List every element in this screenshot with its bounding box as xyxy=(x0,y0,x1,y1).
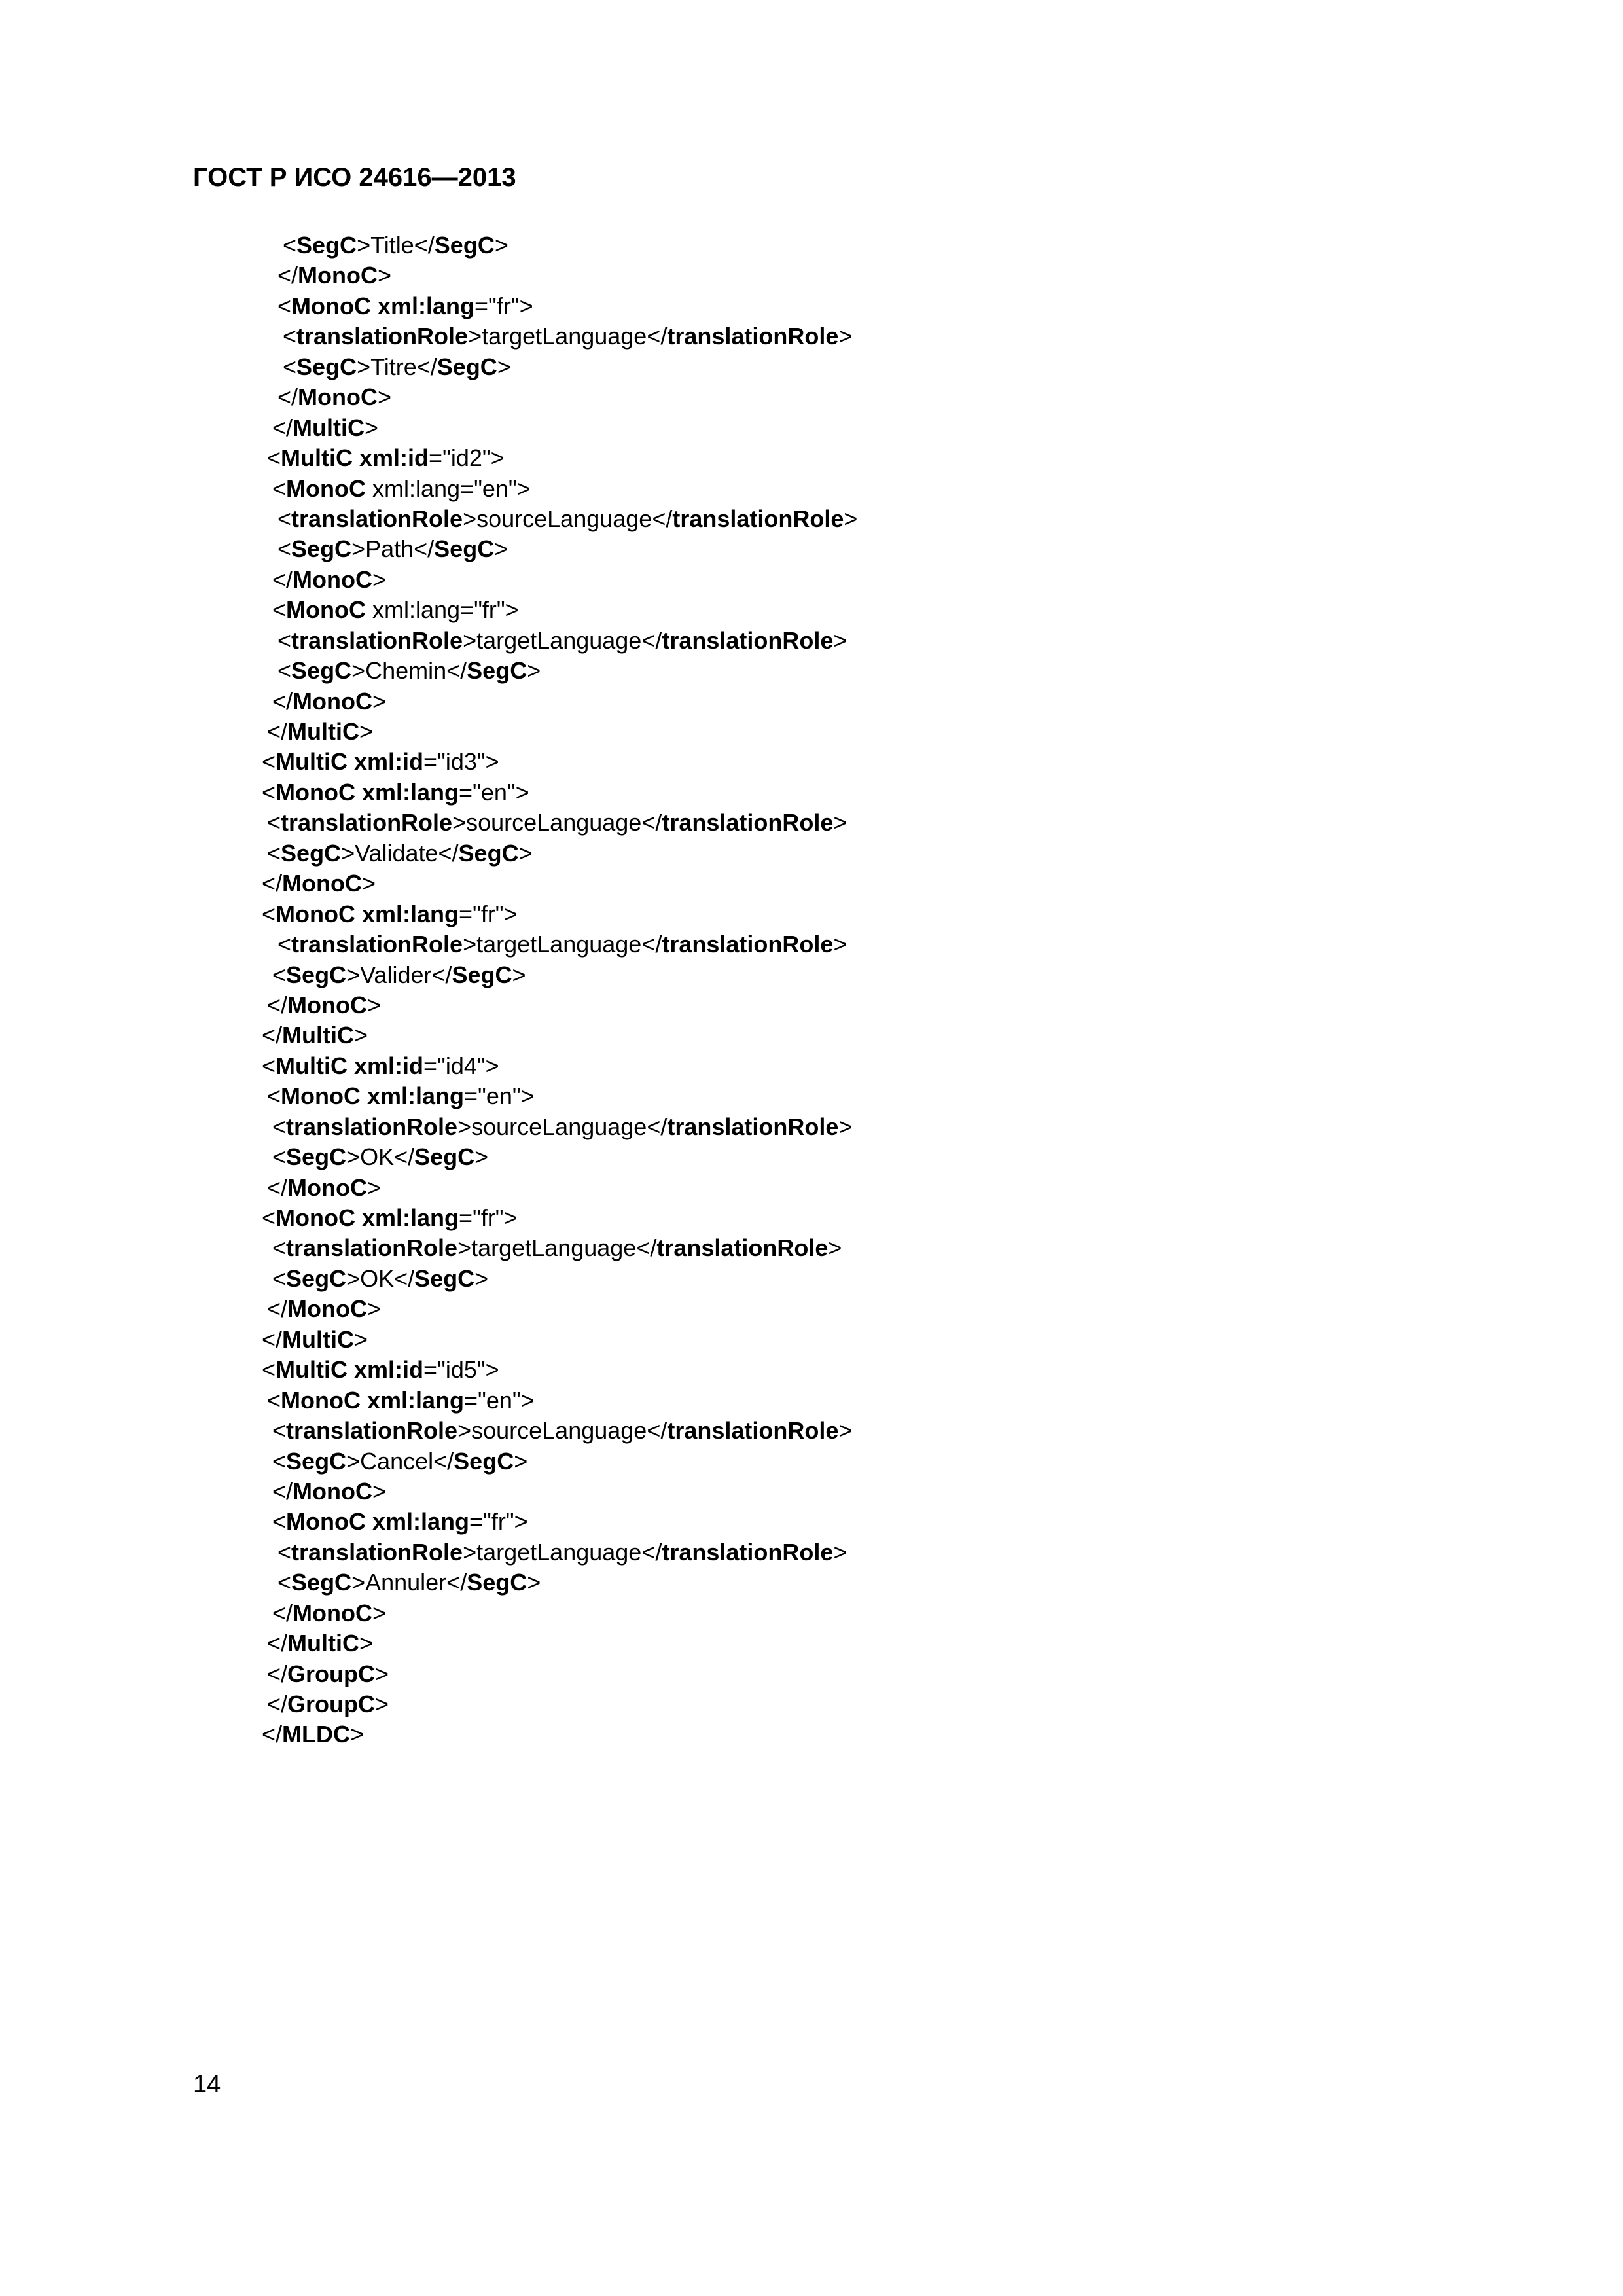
xml-text: < xyxy=(272,1113,287,1140)
xml-text: </ xyxy=(262,1721,283,1748)
xml-text: < xyxy=(262,900,276,927)
xml-text: > xyxy=(474,1265,489,1292)
xml-text: > xyxy=(354,1325,368,1353)
xml-text: > xyxy=(838,1417,853,1444)
xml-text: </ xyxy=(262,1325,283,1353)
xml-text: ="id5"> xyxy=(423,1356,499,1384)
xml-element-name: MonoC xml:lang xyxy=(276,900,459,927)
xml-element-name: SegC xyxy=(286,961,347,988)
xml-text: </ xyxy=(272,1599,293,1626)
xml-element-name: MonoC xyxy=(282,870,362,897)
xml-text: > xyxy=(372,565,387,593)
xml-text: < xyxy=(267,1386,281,1414)
xml-text: > xyxy=(350,1721,365,1748)
xml-text: < xyxy=(283,232,297,259)
xml-text: > xyxy=(375,1691,389,1717)
code-line xyxy=(0,869,1623,899)
page-number: 14 xyxy=(193,2071,221,2098)
xml-text: > xyxy=(828,1234,842,1262)
xml-element-name: MonoC xml:lang xyxy=(286,1508,470,1535)
xml-element-name: SegC xyxy=(286,1447,347,1475)
xml-text: < xyxy=(277,931,292,958)
xml-element-name: SegC xyxy=(291,535,352,563)
xml-element-name: translationRole xyxy=(662,931,834,958)
xml-text: < xyxy=(267,839,281,867)
code-line xyxy=(0,1386,1623,1416)
code-line xyxy=(0,1537,1623,1568)
xml-text: >targetLanguage</ xyxy=(463,931,662,958)
xml-text: </ xyxy=(277,262,298,289)
xml-text: > xyxy=(497,353,511,380)
xml-text: < xyxy=(267,1083,281,1110)
xml-element-name: SegC xyxy=(296,232,357,259)
xml-text: ="fr"> xyxy=(474,292,533,319)
code-line xyxy=(0,990,1623,1020)
xml-text: < xyxy=(277,1538,292,1566)
code-line xyxy=(0,230,1623,260)
xml-element-name: MultiC xyxy=(287,718,359,745)
xml-text: >sourceLanguage</ xyxy=(463,505,673,532)
xml-element-name: SegC xyxy=(286,1143,347,1171)
code-line xyxy=(0,1355,1623,1385)
xml-text: </ xyxy=(262,870,283,897)
xml-text: < xyxy=(262,748,276,776)
xml-element-name: translationRole xyxy=(286,1113,458,1140)
xml-element-name: translationRole xyxy=(291,1538,463,1566)
xml-text: > xyxy=(372,1599,387,1626)
xml-element-name: SegC xyxy=(467,657,527,685)
xml-element-name: SegC xyxy=(414,1265,475,1292)
xml-element-name: SegC xyxy=(437,353,497,380)
xml-text: </ xyxy=(267,1630,288,1657)
xml-element-name: translationRole xyxy=(667,1113,839,1140)
xml-text: ="id3"> xyxy=(423,748,499,776)
xml-text: >targetLanguage</ xyxy=(463,1538,662,1566)
xml-text: > xyxy=(359,718,374,745)
code-line xyxy=(0,595,1623,625)
code-line xyxy=(0,413,1623,443)
xml-element-name: MultiC xyxy=(293,414,365,441)
xml-text: < xyxy=(277,505,292,532)
xml-text: </ xyxy=(272,687,293,715)
code-line xyxy=(0,960,1623,990)
xml-element-name: translationRole xyxy=(672,505,844,532)
xml-text: >targetLanguage</ xyxy=(468,323,668,350)
code-line xyxy=(0,1628,1623,1659)
xml-text: < xyxy=(272,1265,287,1292)
xml-element-name: MultiC xml:id xyxy=(276,1052,424,1079)
code-line xyxy=(0,656,1623,686)
xml-text: < xyxy=(283,353,297,380)
code-line xyxy=(0,565,1623,595)
xml-text: > xyxy=(375,1660,389,1687)
xml-text: >Path</ xyxy=(351,535,435,563)
xml-text: ="en"> xyxy=(464,1386,535,1414)
xml-text: >Title</ xyxy=(357,232,435,259)
code-line xyxy=(0,778,1623,808)
xml-text: </ xyxy=(267,1691,288,1717)
xml-element-name: MonoC xml:lang xyxy=(281,1386,465,1414)
xml-element-name: translationRole xyxy=(667,323,839,350)
xml-text: >sourceLanguage</ xyxy=(457,1113,668,1140)
xml-text: </ xyxy=(267,991,288,1018)
code-line xyxy=(0,1294,1623,1324)
xml-text: >OK</ xyxy=(346,1143,415,1171)
xml-text: > xyxy=(833,626,847,654)
xml-element-name: MonoC xyxy=(293,687,372,715)
xml-text: </ xyxy=(272,1477,293,1505)
xml-element-name: MonoC xyxy=(293,1477,372,1505)
xml-text: </ xyxy=(272,414,293,441)
code-line xyxy=(0,687,1623,717)
xml-text: > xyxy=(833,931,847,958)
code-line xyxy=(0,1081,1623,1111)
code-line xyxy=(0,443,1623,473)
xml-text: < xyxy=(277,292,292,319)
code-line xyxy=(0,260,1623,291)
xml-element-name: SegC xyxy=(414,1143,475,1171)
xml-text: ="fr"> xyxy=(459,900,518,927)
code-line xyxy=(0,504,1623,534)
xml-text: < xyxy=(272,475,287,502)
xml-element-name: SegC xyxy=(291,1569,352,1596)
xml-element-name: translationRole xyxy=(662,1538,834,1566)
xml-text: > xyxy=(844,505,858,532)
xml-element-name: MultiC xml:id xyxy=(276,748,424,776)
xml-text: < xyxy=(272,1143,287,1171)
xml-text: < xyxy=(272,961,287,988)
xml-element-name: MonoC xyxy=(287,991,367,1018)
xml-text: </ xyxy=(267,1174,288,1201)
xml-element-name: MonoC xyxy=(293,1599,372,1626)
xml-element-name: translationRole xyxy=(662,809,834,836)
xml-element-name: translationRole xyxy=(291,626,463,654)
xml-text: </ xyxy=(262,1022,283,1049)
xml-text: < xyxy=(267,444,281,472)
xml-element-name: translationRole xyxy=(667,1417,839,1444)
xml-element-name: SegC xyxy=(291,657,352,685)
xml-element-name: MonoC xyxy=(286,475,366,502)
xml-element-name: MultiC xyxy=(282,1022,354,1049)
xml-text: >Cancel</ xyxy=(346,1447,454,1475)
xml-text: > xyxy=(362,870,376,897)
xml-text: > xyxy=(527,657,541,685)
xml-element-name: SegC xyxy=(458,839,519,867)
code-line xyxy=(0,929,1623,960)
xml-text: </ xyxy=(267,1660,288,1687)
code-line xyxy=(0,899,1623,929)
xml-element-name: SegC xyxy=(467,1569,527,1596)
code-line xyxy=(0,1020,1623,1050)
xml-element-name: SegC xyxy=(296,353,357,380)
xml-element-name: MonoC xml:lang xyxy=(281,1083,465,1110)
xml-text: </ xyxy=(267,718,288,745)
xml-element-name: SegC xyxy=(452,961,512,988)
xml-text: >Chemin</ xyxy=(351,657,467,685)
xml-text: xml:lang="en"> xyxy=(366,475,531,502)
code-line xyxy=(0,1203,1623,1233)
code-line xyxy=(0,1719,1623,1749)
code-line xyxy=(0,1051,1623,1081)
xml-text: ="fr"> xyxy=(469,1508,528,1535)
xml-text: < xyxy=(262,1052,276,1079)
xml-element-name: MonoC xyxy=(293,565,372,593)
xml-element-name: MultiC xml:id xyxy=(276,1356,424,1384)
xml-text: ="id2"> xyxy=(429,444,505,472)
code-line xyxy=(0,808,1623,838)
xml-element-name: translationRole xyxy=(291,931,463,958)
xml-text: > xyxy=(365,414,379,441)
xml-element-name: MonoC xyxy=(298,262,378,289)
code-line xyxy=(0,838,1623,869)
code-line xyxy=(0,1568,1623,1598)
xml-element-name: GroupC xyxy=(287,1691,376,1717)
xml-element-name: MonoC xyxy=(287,1295,367,1323)
xml-text: < xyxy=(272,596,287,624)
xml-text: >Valider</ xyxy=(346,961,452,988)
code-line xyxy=(0,1416,1623,1446)
xml-element-name: SegC xyxy=(454,1447,514,1475)
xml-text: > xyxy=(367,1174,382,1201)
xml-element-name: translationRole xyxy=(662,626,834,654)
xml-element-name: MonoC xyxy=(298,384,378,411)
xml-text: < xyxy=(262,1356,276,1384)
xml-element-name: MonoC xyxy=(286,596,366,624)
xml-element-name: MultiC xyxy=(287,1630,359,1657)
document-header: ГОСТ Р ИСО 24616—2013 xyxy=(193,163,516,192)
code-line xyxy=(0,1173,1623,1203)
xml-text: >OK</ xyxy=(346,1265,415,1292)
xml-text: >targetLanguage</ xyxy=(457,1234,657,1262)
xml-element-name: GroupC xyxy=(287,1660,376,1687)
xml-text: < xyxy=(277,1569,292,1596)
xml-text: > xyxy=(494,232,508,259)
code-line xyxy=(0,1477,1623,1507)
xml-text: </ xyxy=(272,565,293,593)
xml-element-name: translationRole xyxy=(656,1234,829,1262)
xml-text: > xyxy=(372,687,387,715)
xml-text: > xyxy=(518,839,533,867)
xml-text: >targetLanguage</ xyxy=(463,626,662,654)
xml-text: >Annuler</ xyxy=(351,1569,467,1596)
xml-element-name: translationRole xyxy=(286,1417,458,1444)
xml-text: </ xyxy=(277,384,298,411)
xml-element-name: translationRole xyxy=(296,323,469,350)
code-line xyxy=(0,382,1623,412)
xml-element-name: SegC xyxy=(434,232,495,259)
xml-text: > xyxy=(833,809,847,836)
xml-text: > xyxy=(354,1022,368,1049)
xml-text: < xyxy=(267,809,281,836)
xml-element-name: translationRole xyxy=(281,809,453,836)
xml-text: < xyxy=(277,535,292,563)
xml-text: < xyxy=(272,1508,287,1535)
xml-text: > xyxy=(359,1630,374,1657)
xml-text: > xyxy=(372,1477,387,1505)
xml-text: > xyxy=(512,961,526,988)
code-line xyxy=(0,1689,1623,1719)
xml-text: </ xyxy=(267,1295,288,1323)
code-line xyxy=(0,1598,1623,1628)
xml-element-name: MonoC xyxy=(287,1174,367,1201)
xml-text: < xyxy=(262,778,276,806)
code-line xyxy=(0,626,1623,656)
code-line xyxy=(0,1264,1623,1294)
xml-element-name: MultiC xml:id xyxy=(281,444,429,472)
code-line xyxy=(0,1659,1623,1689)
xml-text: < xyxy=(277,657,292,685)
xml-element-name: MonoC xml:lang xyxy=(291,292,475,319)
xml-text: > xyxy=(494,535,508,563)
xml-text: > xyxy=(367,1295,382,1323)
code-line xyxy=(0,1507,1623,1537)
xml-text: > xyxy=(514,1447,528,1475)
xml-element-name: SegC xyxy=(434,535,495,563)
xml-text: xml:lang="fr"> xyxy=(366,596,519,624)
xml-text: > xyxy=(474,1143,489,1171)
xml-text: > xyxy=(367,991,382,1018)
xml-text: >sourceLanguage</ xyxy=(457,1417,668,1444)
code-line xyxy=(0,291,1623,321)
xml-text: < xyxy=(272,1417,287,1444)
code-line xyxy=(0,321,1623,351)
xml-element-name: translationRole xyxy=(291,505,463,532)
xml-text: > xyxy=(378,384,392,411)
code-line xyxy=(0,747,1623,777)
code-line xyxy=(0,717,1623,747)
xml-element-name: MonoC xml:lang xyxy=(276,1204,459,1231)
xml-element-name: MLDC xyxy=(282,1721,351,1748)
xml-text: >Validate</ xyxy=(341,839,459,867)
xml-text: > xyxy=(838,323,853,350)
xml-text: > xyxy=(833,1538,847,1566)
code-line xyxy=(0,534,1623,564)
code-line xyxy=(0,1446,1623,1477)
xml-code-listing xyxy=(0,230,1623,1750)
xml-text: > xyxy=(378,262,392,289)
xml-element-name: translationRole xyxy=(286,1234,458,1262)
xml-text: > xyxy=(527,1569,541,1596)
xml-text: < xyxy=(272,1447,287,1475)
code-line xyxy=(0,1142,1623,1172)
xml-text: >sourceLanguage</ xyxy=(452,809,662,836)
xml-text: ="fr"> xyxy=(459,1204,518,1231)
code-line xyxy=(0,1112,1623,1142)
xml-text: ="en"> xyxy=(464,1083,535,1110)
xml-text: < xyxy=(272,1234,287,1262)
code-line xyxy=(0,1233,1623,1263)
xml-text: >Titre</ xyxy=(357,353,437,380)
xml-text: < xyxy=(277,626,292,654)
code-line xyxy=(0,1325,1623,1355)
xml-text: < xyxy=(262,1204,276,1231)
xml-element-name: MonoC xml:lang xyxy=(276,778,459,806)
xml-text: ="id4"> xyxy=(423,1052,499,1079)
xml-text: > xyxy=(838,1113,853,1140)
xml-element-name: SegC xyxy=(281,839,342,867)
code-line xyxy=(0,352,1623,382)
code-line xyxy=(0,474,1623,504)
xml-text: ="en"> xyxy=(459,778,529,806)
xml-element-name: MultiC xyxy=(282,1325,354,1353)
xml-text: < xyxy=(283,323,297,350)
xml-element-name: SegC xyxy=(286,1265,347,1292)
